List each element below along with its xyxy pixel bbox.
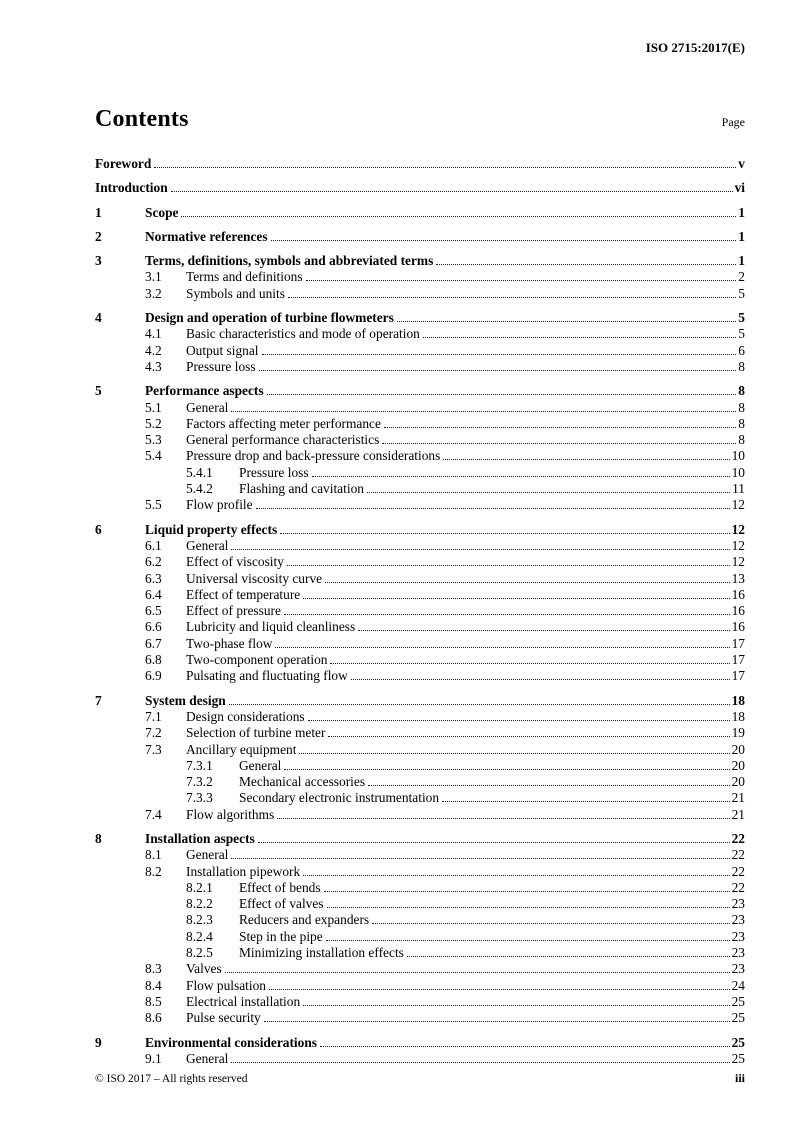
toc-leader-dots	[259, 370, 737, 371]
toc-entry-label: Ancillary equipment	[186, 741, 297, 757]
toc-leader-dots	[312, 476, 730, 477]
toc-entry-label: Performance aspects	[145, 383, 264, 399]
toc-leader-dots	[384, 427, 736, 428]
toc-entry-label: Secondary electronic instrumentation	[239, 790, 440, 806]
toc-entry-number: 8	[95, 830, 102, 846]
toc-entry-page: 22	[731, 879, 745, 895]
toc-leader-dots	[258, 842, 730, 843]
toc-row	[95, 912, 745, 928]
toc-row	[95, 880, 745, 896]
toc-entry-number: 7	[95, 692, 102, 708]
toc-row	[95, 1035, 745, 1051]
toc-leader-dots	[231, 411, 736, 412]
toc-entry-page: 19	[731, 725, 745, 741]
toc-entry-label: Terms and definitions	[186, 269, 303, 285]
toc-entry-number: 5.5	[145, 497, 162, 513]
toc-entry-page: 10	[731, 464, 745, 480]
toc-row	[95, 538, 745, 554]
toc-entry-label: Step in the pipe	[239, 928, 323, 944]
toc-entry-number: 1	[95, 204, 102, 220]
toc-entry-label: Design considerations	[186, 708, 305, 724]
toc-entry-page: 16	[731, 586, 745, 602]
toc-entry-number: 8.1	[145, 847, 162, 863]
toc-entry-page: 10	[731, 448, 745, 464]
toc-entry-number: 3.2	[145, 285, 162, 301]
toc-entry-number: 3	[95, 253, 102, 269]
toc-leader-dots	[284, 769, 729, 770]
toc-leader-dots	[288, 297, 736, 298]
toc-entry-number: 5.2	[145, 415, 162, 431]
toc-row	[95, 978, 745, 994]
toc-entry-label: System design	[145, 692, 226, 708]
toc-row	[95, 864, 745, 880]
toc-entry-page: 12	[731, 554, 745, 570]
toc-row	[95, 929, 745, 945]
toc-leader-dots	[443, 459, 729, 460]
toc-entry-page: 20	[731, 741, 745, 757]
toc-entry-number: 8.2.4	[186, 928, 213, 944]
toc-entry-number: 7.1	[145, 708, 162, 724]
toc-row	[95, 1010, 745, 1026]
toc-leader-dots	[280, 533, 729, 534]
contents-header	[95, 106, 745, 133]
toc-leader-dots	[326, 940, 730, 941]
toc-entry-page: 21	[731, 806, 745, 822]
toc-entry-label: General	[186, 847, 229, 863]
toc-entry-number: 5	[95, 383, 102, 399]
toc-entry-page: 13	[731, 570, 745, 586]
toc-entry-page: 21	[731, 790, 745, 806]
toc-entry-page: 20	[731, 774, 745, 790]
toc-row	[95, 359, 745, 375]
toc-leader-dots	[275, 647, 729, 648]
toc-entry-number: 8.2.3	[186, 912, 213, 928]
toc-leader-dots	[358, 630, 729, 631]
toc-entry-page: 23	[731, 961, 745, 977]
page-footer	[95, 1071, 745, 1086]
toc-leader-dots	[262, 354, 737, 355]
toc-entry-page: 12	[731, 497, 745, 513]
toc-leader-dots	[231, 1062, 729, 1063]
toc-leader-dots	[271, 240, 737, 241]
toc-entry-label: Pressure loss	[186, 358, 256, 374]
toc-entry-label: Effect of temperature	[186, 586, 301, 602]
toc-entry-number: 4.2	[145, 342, 162, 358]
toc-row	[95, 571, 745, 587]
toc-entry-page: 22	[731, 847, 745, 863]
toc-entry-label: Flow pulsation	[186, 977, 266, 993]
toc-row	[95, 554, 745, 570]
toc-entry-page: 24	[731, 977, 745, 993]
toc-leader-dots	[423, 337, 736, 338]
page-number: iii	[734, 1071, 745, 1085]
toc-leader-dots	[303, 1005, 729, 1006]
toc-entry-number: 8.4	[145, 977, 162, 993]
toc-entry-number: 5.4.2	[186, 481, 213, 497]
toc-entry-page: vi	[734, 180, 745, 196]
toc-entry-number: 8.2	[145, 863, 162, 879]
toc-entry-page: 8	[738, 358, 745, 374]
toc-entry-label: Effect of bends	[239, 879, 321, 895]
toc-row	[95, 343, 745, 359]
toc-row	[95, 156, 745, 172]
toc-row	[95, 693, 745, 709]
toc-entry-number: 8.2.2	[186, 896, 213, 912]
toc-entry-page: 8	[738, 383, 745, 399]
toc-leader-dots	[368, 785, 730, 786]
toc-entry-number: 8.2.5	[186, 945, 213, 961]
toc-entry-label: Minimizing installation effects	[239, 945, 404, 961]
toc-leader-dots	[306, 280, 737, 281]
toc-entry-number: 5.3	[145, 432, 162, 448]
toc-leader-dots	[330, 663, 729, 664]
toc-leader-dots	[154, 167, 736, 168]
toc-row	[95, 742, 745, 758]
toc-entry-number: 7.3.3	[186, 790, 213, 806]
toc-row	[95, 636, 745, 652]
toc-leader-dots	[277, 818, 729, 819]
toc-entry-label: Environmental considerations	[145, 1034, 317, 1050]
toc-entry-label: Pressure drop and back-pressure considerations	[186, 448, 441, 464]
toc-entry-page: 18	[731, 692, 745, 708]
contents-title: Contents	[95, 106, 189, 132]
toc-entry-page: 23	[731, 928, 745, 944]
toc-entry-page: 1	[738, 228, 745, 244]
toc-leader-dots	[231, 858, 729, 859]
toc-row	[95, 994, 745, 1010]
toc-entry-number: 9	[95, 1034, 102, 1050]
toc-entry-number: 6.3	[145, 570, 162, 586]
toc-entry-number: 7.3.2	[186, 774, 213, 790]
toc-entry-number: 6.1	[145, 537, 162, 553]
toc-row	[95, 945, 745, 961]
toc-entry-label: General	[186, 537, 229, 553]
toc-entry-label: General performance characteristics	[186, 432, 380, 448]
toc-leader-dots	[171, 191, 733, 192]
toc-entry-label: Effect of viscosity	[186, 554, 284, 570]
toc-entry-label: Flow profile	[186, 497, 253, 513]
toc-leader-dots	[269, 989, 730, 990]
toc-row	[95, 603, 745, 619]
toc-entry-page: 5	[738, 326, 745, 342]
toc-entry-label: Electrical installation	[186, 993, 301, 1009]
toc-entry-number: 8.2.1	[186, 879, 213, 895]
toc-row	[95, 831, 745, 847]
toc-leader-dots	[372, 923, 729, 924]
toc-row	[95, 481, 745, 497]
toc-entry-page: 23	[731, 896, 745, 912]
toc-entry-label: Installation aspects	[145, 830, 255, 846]
toc-entry-number: 6.8	[145, 652, 162, 668]
toc-row	[95, 790, 745, 806]
toc-entry-label: Normative references	[145, 228, 268, 244]
toc-entry-label: Pulse security	[186, 1010, 261, 1026]
toc-leader-dots	[267, 394, 737, 395]
toc-row	[95, 180, 745, 196]
toc-entry-number: 8.5	[145, 993, 162, 1009]
toc-row	[95, 432, 745, 448]
toc-leader-dots	[256, 508, 730, 509]
toc-entry-label: Pressure loss	[239, 464, 309, 480]
toc-entry-label: Effect of valves	[239, 896, 324, 912]
toc-row	[95, 709, 745, 725]
toc-entry-label: Flashing and cavitation	[239, 481, 364, 497]
toc-entry-label: Valves	[186, 961, 222, 977]
toc-entry-page: 20	[731, 757, 745, 773]
toc-entry-label: Basic characteristics and mode of operation	[186, 326, 420, 342]
toc-row	[95, 774, 745, 790]
toc-row	[95, 465, 745, 481]
toc-entry-page: 8	[738, 415, 745, 431]
toc-entry-page: 18	[731, 708, 745, 724]
toc-row	[95, 1051, 745, 1067]
toc-entry-number: 6.4	[145, 586, 162, 602]
toc-entry-page: v	[738, 156, 745, 171]
toc-entry-number: 9.1	[145, 1050, 162, 1066]
toc-leader-dots	[303, 875, 729, 876]
toc-leader-dots	[351, 679, 730, 680]
toc-entry-page: 22	[731, 830, 745, 846]
toc-entry-label: General	[239, 757, 282, 773]
toc-leader-dots	[308, 720, 730, 721]
toc-leader-dots	[303, 598, 729, 599]
toc-entry-label: Reducers and expanders	[239, 912, 370, 928]
toc-row	[95, 758, 745, 774]
toc-entry-label: Introduction	[95, 180, 168, 196]
toc-entry-page: 17	[731, 652, 745, 668]
toc-row	[95, 587, 745, 603]
toc-row	[95, 725, 745, 741]
toc-entry-page: 12	[731, 521, 745, 537]
toc-entry-label: Installation pipework	[186, 863, 301, 879]
toc-entry-number: 7.2	[145, 725, 162, 741]
toc-entry-number: 4.1	[145, 326, 162, 342]
toc-leader-dots	[324, 891, 730, 892]
toc-entry-page: 1	[738, 204, 745, 220]
toc-entry-number: 5.4	[145, 448, 162, 464]
toc-row	[95, 522, 745, 538]
toc-entry-label: Mechanical accessories	[239, 774, 366, 790]
toc-list	[95, 148, 745, 1067]
toc-row	[95, 652, 745, 668]
toc-entry-page: 8	[738, 399, 745, 415]
toc-row	[95, 961, 745, 977]
toc-row	[95, 896, 745, 912]
toc-row	[95, 229, 745, 245]
toc-entry-page: 17	[731, 635, 745, 651]
toc-row	[95, 619, 745, 635]
toc-entry-page: 2	[738, 269, 745, 285]
toc-row	[95, 448, 745, 464]
toc-leader-dots	[367, 492, 730, 493]
toc-entry-label: Factors affecting meter performance	[186, 415, 381, 431]
toc-row	[95, 269, 745, 285]
toc-entry-label: Two-phase flow	[186, 635, 273, 651]
toc-leader-dots	[229, 704, 730, 705]
toc-entry-page: 23	[731, 945, 745, 961]
toc-entry-page: 25	[731, 993, 745, 1009]
toc-leader-dots	[231, 549, 729, 550]
toc-entry-label: Liquid property effects	[145, 521, 278, 537]
toc-leader-dots	[327, 907, 730, 908]
toc-entry-number: 6.2	[145, 554, 162, 570]
toc-entry-label: Pulsating and fluctuating flow	[186, 668, 348, 684]
toc-entry-page: 22	[731, 863, 745, 879]
toc-entry-label: Lubricity and liquid cleanliness	[186, 619, 356, 635]
toc-entry-page: 5	[738, 310, 745, 326]
toc-entry-page: 12	[731, 537, 745, 553]
toc-leader-dots	[181, 216, 736, 217]
toc-entry-number: 4	[95, 310, 102, 326]
toc-entry-page: 25	[731, 1010, 745, 1026]
toc-entry-label: Two-component operation	[186, 652, 328, 668]
toc-leader-dots	[225, 972, 730, 973]
toc-leader-dots	[328, 736, 729, 737]
toc-entry-label: General	[186, 399, 229, 415]
toc-entry-label: Foreword	[95, 156, 152, 171]
toc-row	[95, 326, 745, 342]
toc-entry-number: 7.4	[145, 806, 162, 822]
toc-entry-number: 6.6	[145, 619, 162, 635]
toc-leader-dots	[264, 1021, 730, 1022]
document-reference: ISO 2715:2017(E)	[645, 40, 745, 55]
toc-row	[95, 807, 745, 823]
toc-entry-label: Selection of turbine meter	[186, 725, 326, 741]
toc-entry-page: 16	[731, 619, 745, 635]
toc-entry-page: 25	[731, 1034, 745, 1050]
toc-entry-number: 8.3	[145, 961, 162, 977]
toc-row	[95, 253, 745, 269]
toc-row	[95, 847, 745, 863]
toc-entry-label: Symbols and units	[186, 285, 285, 301]
toc-entry-page: 1	[738, 253, 745, 269]
toc-entry-number: 6.7	[145, 635, 162, 651]
toc-leader-dots	[325, 582, 730, 583]
toc-entry-number: 5.1	[145, 399, 162, 415]
toc-leader-dots	[299, 753, 729, 754]
toc-entry-label: Scope	[145, 204, 179, 220]
toc-entry-label: Terms, definitions, symbols and abbreviated terms	[145, 253, 434, 269]
toc-leader-dots	[320, 1046, 730, 1047]
toc-entry-number: 2	[95, 228, 102, 244]
toc-entry-page: 16	[731, 603, 745, 619]
toc-entry-label: Effect of pressure	[186, 603, 281, 619]
toc-entry-number: 8.6	[145, 1010, 162, 1026]
toc-entry-number: 6.5	[145, 603, 162, 619]
toc-entry-number: 7.3.1	[186, 757, 213, 773]
toc-entry-page: 5	[738, 285, 745, 301]
toc-entry-page: 11	[732, 481, 745, 497]
toc-row	[95, 383, 745, 399]
toc-row	[95, 400, 745, 416]
toc-entry-number: 6	[95, 521, 102, 537]
toc-entry-label: Universal viscosity curve	[186, 570, 323, 586]
toc-leader-dots	[382, 443, 736, 444]
toc-leader-dots	[397, 321, 736, 322]
toc-entry-number: 5.4.1	[186, 464, 213, 480]
toc-leader-dots	[436, 264, 736, 265]
toc-row	[95, 310, 745, 326]
toc-entry-label: General	[186, 1050, 229, 1066]
toc-leader-dots	[284, 614, 730, 615]
page-column-label: Page	[721, 115, 745, 129]
toc-leader-dots	[287, 565, 730, 566]
toc-entry-number: 4.3	[145, 358, 162, 374]
toc-row	[95, 205, 745, 221]
toc-entry-page: 17	[731, 668, 745, 684]
copyright-notice: © ISO 2017 – All rights reserved	[95, 1073, 248, 1085]
toc-entry-page: 25	[731, 1050, 745, 1066]
toc-entry-label: Design and operation of turbine flowmeters	[145, 310, 394, 326]
toc-row	[95, 497, 745, 513]
toc-entry-number: 6.9	[145, 668, 162, 684]
toc-entry-number: 7.3	[145, 741, 162, 757]
toc-row	[95, 668, 745, 684]
toc-leader-dots	[407, 956, 730, 957]
toc-row	[95, 416, 745, 432]
toc-entry-label: Flow algorithms	[186, 806, 275, 822]
toc-entry-page: 6	[738, 342, 745, 358]
toc-entry-number: 3.1	[145, 269, 162, 285]
toc-entry-label: Output signal	[186, 342, 259, 358]
toc-leader-dots	[442, 801, 730, 802]
toc-entry-page: 8	[738, 432, 745, 448]
toc-entry-page: 23	[731, 912, 745, 928]
toc-row	[95, 286, 745, 302]
